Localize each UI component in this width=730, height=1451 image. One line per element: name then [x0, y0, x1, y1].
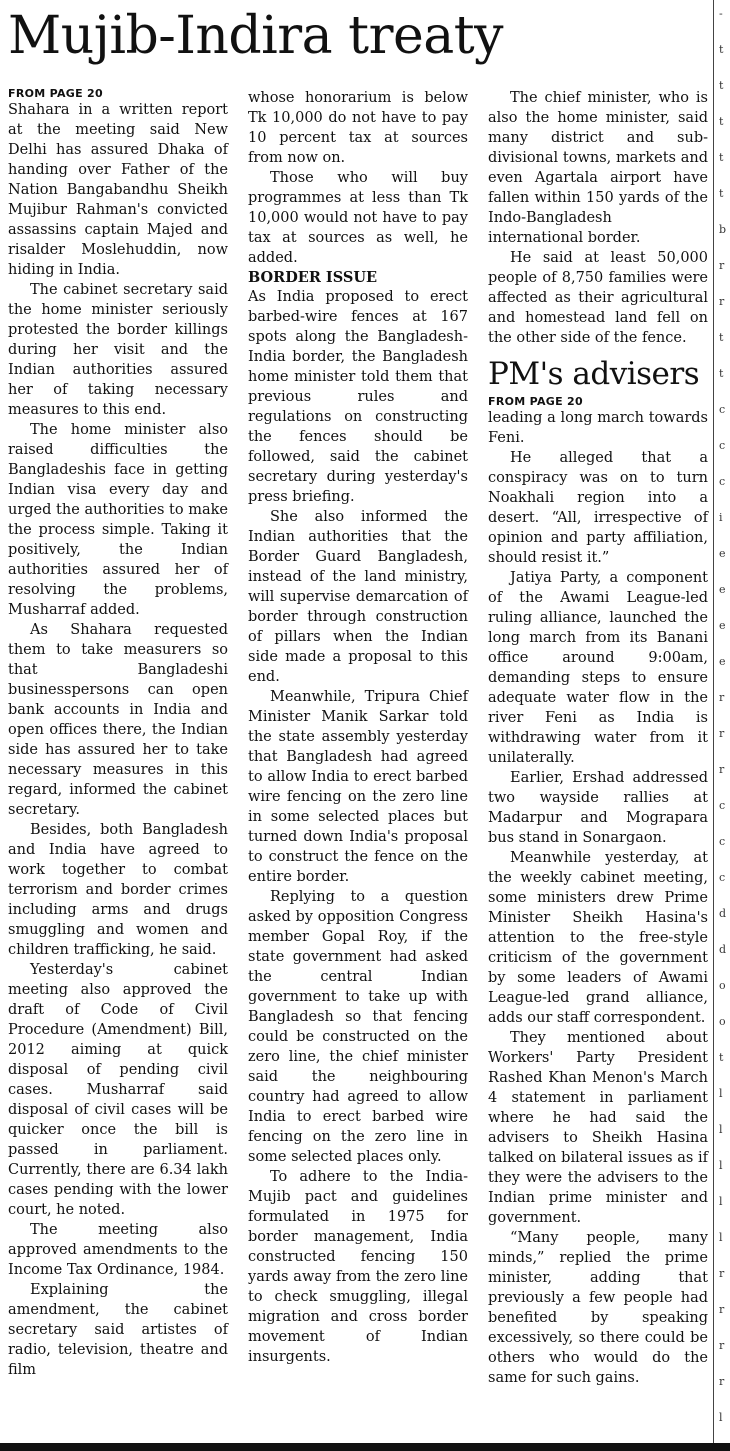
edge-mark: r — [719, 763, 725, 776]
paragraph: The home minister also raised difficulties the Bangladeshis face in getting Indian visa every day and urged the authorities to make the process simple. Taking it positively, the Indian authorities assured her of resolving the problems, Musharraf added. — [8, 422, 228, 618]
edge-mark: r — [719, 1375, 725, 1388]
paragraph: He said at least 50,000 people of 8,750 families were affected as their agricultural and homestead land fell on the other side of the fence. — [488, 250, 708, 346]
edge-mark: r — [719, 727, 725, 740]
paragraph: To adhere to the India-Mujib pact and guidelines formulated in 1975 for border management, India constructed fencing 150 yards away from the zero line to check smuggling, illegal migration and cross border movement of Indian insurgents. — [248, 1169, 468, 1365]
column-divider-rule — [713, 0, 714, 1451]
paragraph: Besides, both Bangladesh and India have agreed to work together to combat terrorism and border crimes including arms and drugs smuggling and women and children trafficking, he said. — [8, 822, 228, 958]
edge-mark: c — [719, 799, 726, 812]
second-story-headline: PM's advisers — [488, 356, 700, 392]
edge-mark: e — [719, 583, 726, 596]
edge-mark: c — [719, 439, 726, 452]
paragraph: The meeting also approved amendments to the Income Tax Ordinance, 1984. — [8, 1222, 228, 1278]
edge-mark: l — [719, 1159, 723, 1172]
edge-mark: r — [719, 259, 725, 272]
paragraph: The chief minister, who is also the home minister, said many district and sub-divisional towns, markets and even Agartala airport have fallen within 150 yards of the Indo-Bangladesh international border. — [488, 90, 708, 246]
paragraph: As Shahara requested them to take measurers so that Bangladeshi businesspersons can open bank accounts in India and open offices there, the Indian side has assured her to take necessary measures in this regard, informed the cabinet secretary. — [8, 622, 228, 818]
paragraph: They mentioned about Workers' Party President Rashed Khan Menon's March 4 statement in parliament where he had said the advisers to Sheikh Hasina talked on bilateral issues as if they were the advisers to the Indian prime minister and government. — [488, 1030, 708, 1226]
paragraph: Earlier, Ershad addressed two wayside rallies at Madarpur and Mograpara bus stand in Sonargaon. — [488, 770, 708, 846]
headline: Mujib-Indira treaty — [8, 6, 503, 66]
edge-mark: c — [719, 835, 726, 848]
edge-mark: l — [719, 1195, 723, 1208]
edge-mark: t — [719, 187, 724, 200]
paragraph: She also informed the Indian authorities that the Border Guard Bangladesh, instead of the land ministry, will supervise demarcation of border through construction of pillars when the Indian side made a proposal to this end. — [248, 509, 468, 685]
edge-mark: r — [719, 295, 725, 308]
edge-mark: o — [719, 1015, 726, 1028]
paragraph: He alleged that a conspiracy was on to turn Noakhali region into a desert. “All, irrespective of opinion and party affiliation, should resist it.” — [488, 450, 708, 566]
edge-mark: t — [719, 331, 724, 344]
edge-mark: t — [719, 151, 724, 164]
kicker-from-page: FROM PAGE 20 — [8, 87, 103, 100]
edge-mark: l — [719, 1087, 723, 1100]
edge-mark: t — [719, 115, 724, 128]
bottom-border — [0, 1443, 730, 1451]
edge-mark: o — [719, 979, 726, 992]
edge-mark: - — [719, 7, 723, 20]
paragraph: Those who will buy programmes at less than Tk 10,000 would not have to pay tax at sources as well, he added. — [248, 170, 468, 266]
edge-mark: d — [719, 907, 727, 920]
edge-mark: t — [719, 367, 724, 380]
edge-mark: l — [719, 1123, 723, 1136]
edge-mark: c — [719, 403, 726, 416]
edge-mark: c — [719, 871, 726, 884]
paragraph: leading a long march towards Feni. — [488, 410, 708, 446]
edge-mark: t — [719, 1051, 724, 1064]
paragraph: Meanwhile, Tripura Chief Minister Manik Sarkar told the state assembly yesterday that Bangladesh had agreed to allow India to erect barbed wire fencing on the zero line in some selected places but turned down India's proposal to construct the fence on the entire border. — [248, 689, 468, 885]
paragraph: As India proposed to erect barbed-wire fences at 167 spots along the Bangladesh-India border, the Bangladesh home minister told them that previous rules and regulations on constructing the fences should be followed, said the cabinet secretary during yesterday's press briefing. — [248, 289, 468, 505]
subhead-border-issue: BORDER ISSUE — [248, 269, 378, 286]
edge-mark: r — [719, 1339, 725, 1352]
edge-mark: e — [719, 619, 726, 632]
edge-mark: i — [719, 511, 723, 524]
edge-mark: t — [719, 79, 724, 92]
edge-mark: l — [719, 1231, 723, 1244]
column-3 — [488, 88, 708, 1388]
paragraph: Yesterday's cabinet meeting also approved the draft of Code of Civil Procedure (Amendment) Bill, 2012 aiming at quick disposal of pending civil cases. Musharraf said disposal of civil cases will be quicker once the bill is passed in parliament. Currently, there are 6.34 lakh cases pending with the lower court, he noted. — [8, 962, 228, 1218]
paragraph: The cabinet secretary said the home minister seriously protested the border killings during her visit and the Indian authorities assured her of taking necessary measures to this end. — [8, 282, 228, 418]
paragraph: Jatiya Party, a component of the Awami League-led ruling alliance, launched the long march from its Banani office around 9:00am, demanding steps to ensure adequate water flow in the river Feni as India is withdrawing water from it unilaterally. — [488, 570, 708, 766]
edge-mark: l — [719, 1411, 723, 1424]
edge-mark: b — [719, 223, 727, 236]
edge-mark: r — [719, 1303, 725, 1316]
edge-mark: r — [719, 691, 725, 704]
edge-mark: c — [719, 475, 726, 488]
paragraph: Replying to a question asked by opposition Congress member Gopal Roy, if the state government had asked the central Indian government to take up with Bangladesh so that fencing could be constructed on the zero line, the chief minister said the neighbouring country had agreed to allow India to erect barbed wire fencing on the zero line in some selected places only. — [248, 889, 468, 1165]
edge-mark: e — [719, 547, 726, 560]
paragraph: whose honorarium is below Tk 10,000 do not have to pay 10 percent tax at sources from now on. — [248, 90, 468, 166]
paragraph: Meanwhile yesterday, at the weekly cabinet meeting, some ministers drew Prime Minister Sheikh Hasina's attention to the free-style criticism of the government by some leaders of Awami League-led grand alliance, adds our staff correspondent. — [488, 850, 708, 1026]
paragraph: Explaining the amendment, the cabinet secretary said artistes of radio, television, theatre and film — [8, 1282, 228, 1378]
edge-mark: r — [719, 1267, 725, 1280]
column-1 — [8, 88, 228, 1380]
edge-mark: d — [719, 943, 727, 956]
edge-mark: e — [719, 655, 726, 668]
paragraph: Shahara in a written report at the meeting said New Delhi has assured Dhaka of handing over Father of the Nation Bangabandhu Sheikh Mujibur Rahman's convicted assassins captain Majed and risalder Moslehuddin, now hiding in India. — [8, 102, 228, 278]
column-2 — [248, 88, 468, 1367]
edge-mark: t — [719, 43, 724, 56]
adjacent-column-edge — [717, 0, 730, 1440]
paragraph: “Many people, many minds,” replied the prime minister, adding that previously a few people had benefited by speaking excessively, so there could be others who would do the same for such gains. — [488, 1230, 708, 1386]
second-story-kicker: FROM PAGE 20 — [488, 395, 583, 408]
